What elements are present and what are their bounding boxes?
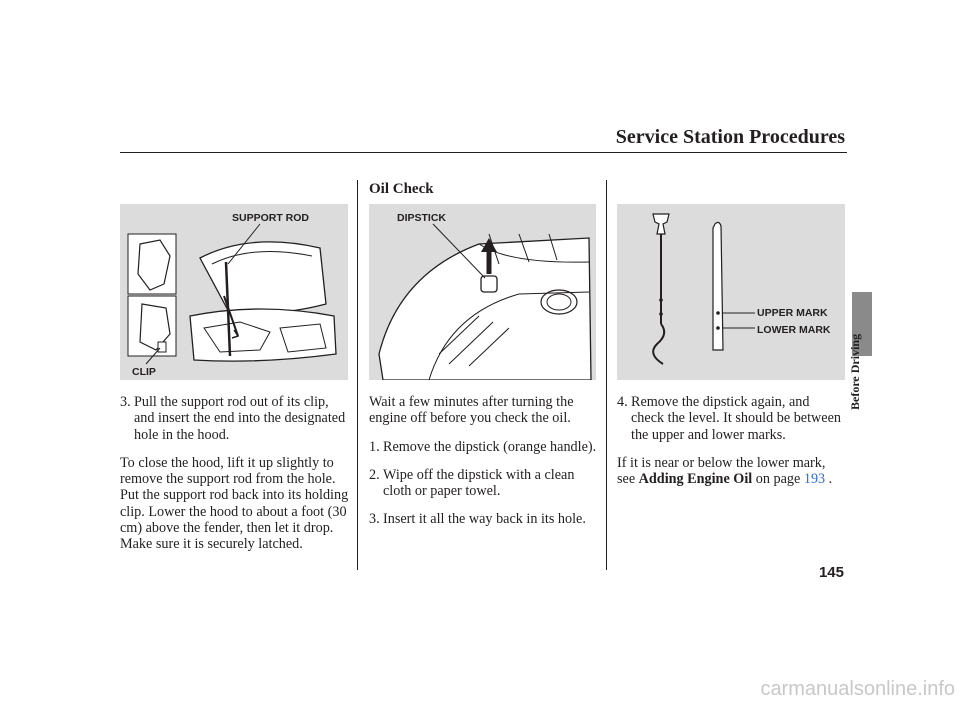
- oil-step-3: [369, 511, 601, 527]
- column-3-text: [617, 394, 845, 487]
- header-rule: [120, 152, 847, 153]
- step-3-hood: [120, 394, 350, 443]
- step-number: 1.: [369, 438, 380, 455]
- column-1-text: [120, 394, 350, 553]
- column-divider: [357, 180, 358, 570]
- step-text: Remove the dipstick (orange handle).: [383, 438, 597, 455]
- column-divider: [606, 180, 607, 570]
- column-2-text: [369, 394, 601, 528]
- page-title: Service Station Procedures: [615, 126, 845, 148]
- step-text: Pull the support rod out of its clip, and insert the end into the designated hole in the hood.: [134, 394, 346, 443]
- step-text: Wipe off the dipstick with a clean cloth or paper towel.: [383, 466, 575, 500]
- close-hood-paragraph: To close the hood, lift it up slightly to remove the support rod from the hole. Put the support rod back into its holding clip. Lower the hood to about a foot (30 cm) above the fender, then let it drop. Make sure it is securely latched.: [120, 454, 349, 553]
- paragraph-text: If it is near or below the lower mark, see: [617, 454, 826, 488]
- hood-figure: [120, 204, 348, 380]
- page-number: 145: [818, 564, 844, 581]
- dipstick-figure: [617, 204, 845, 380]
- upper-mark-label: UPPER MARK: [757, 307, 828, 319]
- watermark: carmanualsonline.info: [760, 678, 955, 700]
- step-number: 4.: [617, 394, 628, 410]
- step-number: 2.: [369, 466, 380, 483]
- step-text: Insert it all the way back in its hole.: [383, 511, 586, 528]
- hood-illustration: [120, 204, 348, 380]
- clip-label: CLIP: [132, 366, 156, 378]
- step-number: 3.: [369, 511, 380, 528]
- lower-mark-paragraph: [617, 455, 845, 488]
- oil-step-1: [369, 439, 601, 455]
- step-number: 3.: [120, 394, 131, 410]
- dipstick-label: DIPSTICK: [397, 212, 447, 224]
- section-heading: Oil Check: [369, 181, 434, 197]
- lower-mark-label: LOWER MARK: [757, 324, 831, 336]
- engine-figure: [369, 204, 596, 380]
- page-193-link[interactable]: 193: [803, 471, 826, 488]
- chapter-label: Before Driving: [848, 333, 862, 410]
- engine-illustration: [369, 204, 596, 380]
- paragraph-text: .: [825, 471, 833, 488]
- oil-step-4: [617, 394, 845, 443]
- dipstick-illustration: [617, 204, 845, 380]
- adding-engine-oil-ref: Adding Engine Oil: [638, 471, 753, 488]
- support-rod-label: SUPPORT ROD: [232, 212, 310, 224]
- oil-step-2: [369, 467, 601, 500]
- oil-check-intro: Wait a few minutes after turning the engine off before you check the oil.: [369, 394, 574, 427]
- paragraph-text: on page: [752, 471, 804, 488]
- step-text: Remove the dipstick again, and check the level. It should be between the upper and lower marks.: [631, 394, 841, 443]
